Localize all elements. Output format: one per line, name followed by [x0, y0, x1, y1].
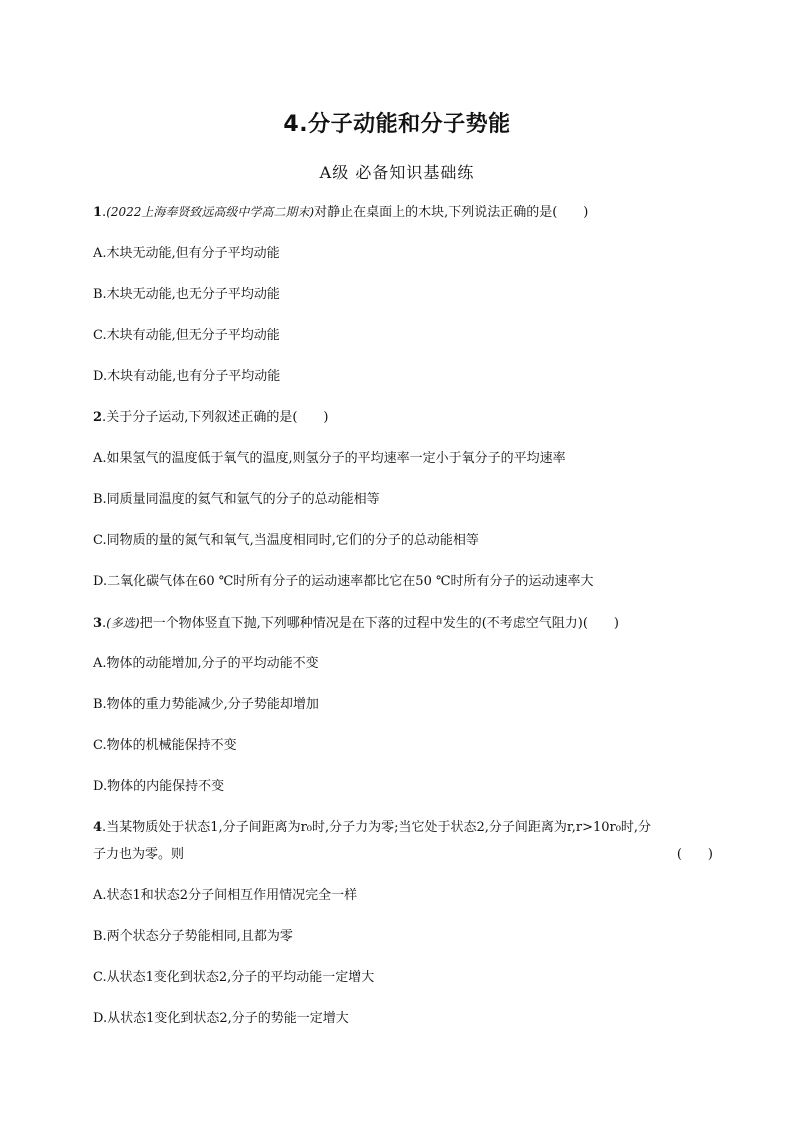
option-a: A.物体的动能增加,分子的平均动能不变: [93, 656, 319, 671]
option-c: C.从状态1变化到状态2,分子的平均动能一定增大: [93, 970, 375, 985]
option-b: B.同质量同温度的氦气和氩气的分子的总动能相等: [93, 492, 380, 507]
question-text: 对静止在桌面上的木块,下列说法正确的是( ): [314, 205, 589, 220]
option-b: B.木块无动能,也无分子平均动能: [93, 287, 280, 302]
option-c: C.木块有动能,但无分子平均动能: [93, 328, 280, 343]
question-number: 2: [93, 410, 103, 425]
option-b: B.两个状态分子势能相同,且都为零: [93, 929, 293, 944]
question-number: 1: [93, 205, 103, 220]
question-source-note: (2022上海奉贤致远高级中学高二期末): [106, 205, 315, 219]
option-a: A.状态1和状态2分子间相互作用情况完全一样: [93, 888, 358, 903]
question-number: 4: [93, 820, 103, 835]
question-1-stem: 1.(2022上海奉贤致远高级中学高二期末)对静止在桌面上的木块,下列说法正确的是( ): [93, 205, 589, 220]
option-c: C.同物质的量的氮气和氧气,当温度相同时,它们的分子的总动能相等: [93, 533, 479, 548]
section-heading: A级 必备知识基础练: [319, 163, 475, 182]
question-4-stem-line-1: 4.当某物质处于状态1,分子间距离为r₀时,分子力为零;当它处于状态2,分子间距离为r,r>10r₀时,分: [93, 820, 652, 835]
question-text: 把一个物体竖直下抛,下列哪种情况是在下落的过程中发生的(不考虑空气阻力)( ): [139, 616, 619, 631]
answer-blank: ( ): [676, 847, 713, 862]
question-2-stem: 2.关于分子运动,下列叙述正确的是( ): [93, 410, 329, 425]
question-text: 当某物质处于状态1,分子间距离为r₀时,分子力为零;当它处于状态2,分子间距离为r,r>10r₀时,分: [106, 820, 652, 835]
option-d: D.木块有动能,也有分子平均动能: [93, 369, 281, 384]
question-text-continued: 子力也为零。则: [93, 847, 185, 862]
question-3-stem: 3.(多选)把一个物体竖直下抛,下列哪种情况是在下落的过程中发生的(不考虑空气阻力)( ): [93, 616, 619, 631]
page-title: 4.分子动能和分子势能: [283, 112, 511, 137]
option-a: A.如果氢气的温度低于氧气的温度,则氢分子的平均速率一定小于氧分子的平均速率: [93, 451, 566, 466]
option-a: A.木块无动能,但有分子平均动能: [93, 246, 280, 261]
question-text: 关于分子运动,下列叙述正确的是( ): [106, 410, 329, 425]
option-d: D.二氧化碳气体在60 ℃时所有分子的运动速率都比它在50 ℃时所有分子的运动速率大: [93, 574, 594, 589]
question-number: 3: [93, 616, 103, 631]
option-b: B.物体的重力势能减少,分子势能却增加: [93, 697, 319, 712]
option-d: D.从状态1变化到状态2,分子的势能一定增大: [93, 1011, 349, 1026]
option-d: D.物体的内能保持不变: [93, 779, 225, 794]
option-c: C.物体的机械能保持不变: [93, 738, 237, 753]
multi-select-note: (多选): [106, 616, 140, 630]
question-4-stem-line-2: [93, 846, 713, 864]
